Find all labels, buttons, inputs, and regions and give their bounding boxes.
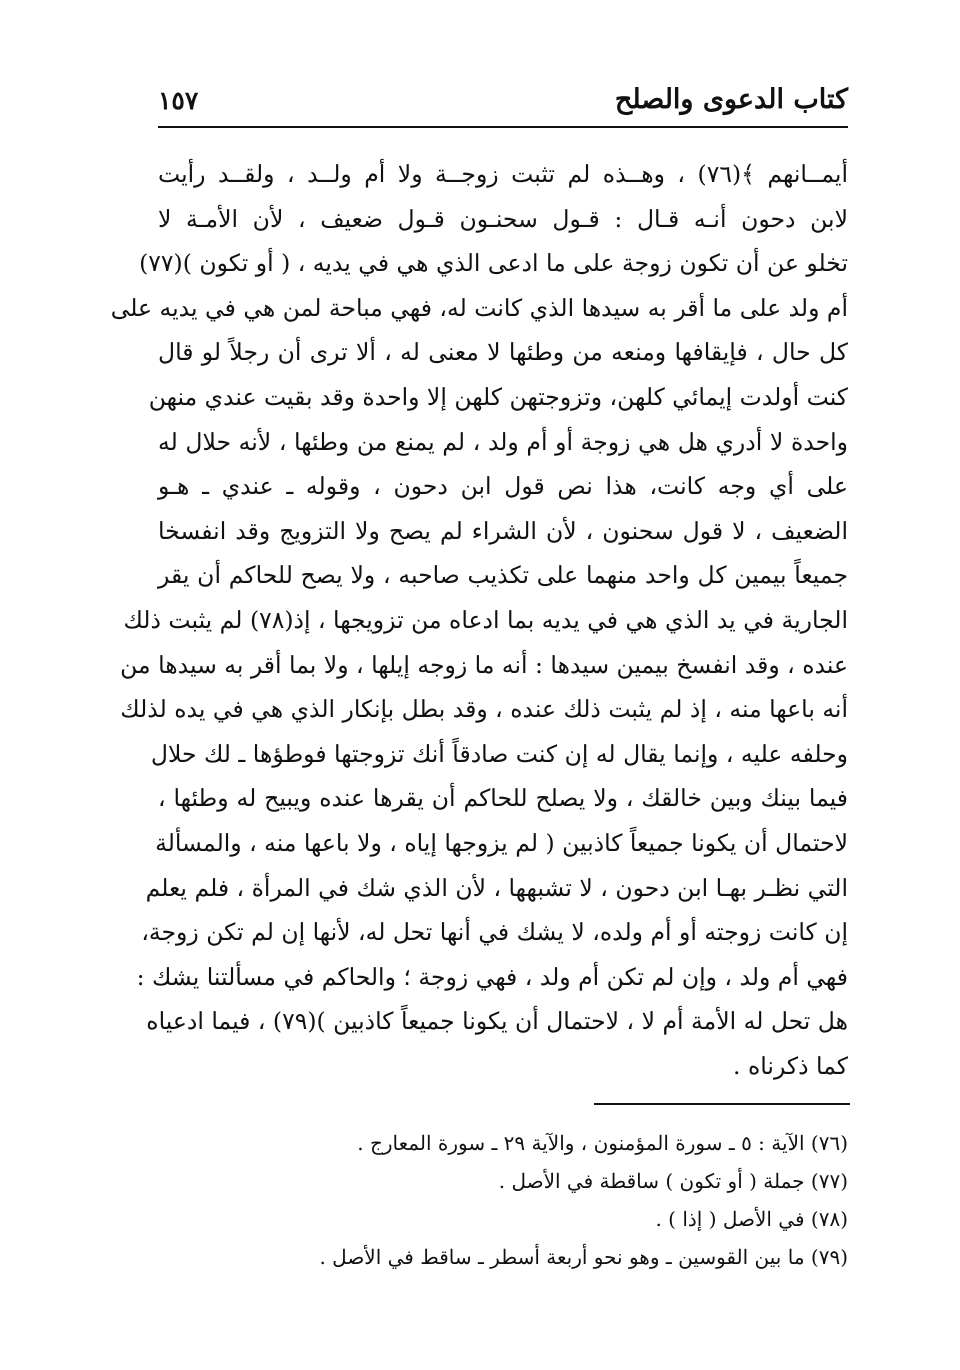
- text-line: أم ولد على ما أقر به سيدها الذي كانت له، فهي مباحة لمن هي في يديه على: [110, 293, 848, 322]
- text-line: التي نظـر بهـا ابن دحون ، لا تشبهها ، لأن الذي شك في المرأة ، فلم يعلم: [145, 873, 848, 902]
- text-line: وحلفه عليه ، وإنما يقال له إن كنت صادقاً أنك تزوجتها فوطؤها ـ لك حلال: [150, 739, 848, 768]
- text-line: واحدة لا أدري هل هي زوجة أو أم ولد ، لم يمنع من وطئها ، لأنه حلال له: [158, 427, 848, 456]
- text-line: لابن دحون أنـه قـال : قـول سحنـون قـول ضعيف ، لأن الأمـة لا: [158, 204, 848, 233]
- main-text: [110, 152, 848, 1088]
- text-line: الجارية في يد الذي هي في يديه بما ادعاه من تزويجها ، إذ(٧٨) لم يثبت ذلك: [123, 605, 848, 634]
- text-line: كما ذكرناه .: [733, 1051, 848, 1080]
- text-line: فهي أم ولد ، وإن لم تكن أم ولد ، فهي زوجة ؛ والحاكم في مسألتنا يشك :: [136, 962, 848, 991]
- text-line: أيمــانهم ﴾(٧٦) ، وهــذه لم تثبت زوجــة ولا أم ولــد ، ولقــد رأيت: [158, 160, 848, 188]
- text-line: هل تحل له الأمة أم لا ، لاحتمال أن يكونا جميعاً كاذبين )(٧٩) ، فيما ادعياه: [146, 1007, 848, 1036]
- text-line: كل حال ، فإيقافها ومنعه من وطئها لا معنى له ، ألا ترى أن رجلاً لو قال: [158, 338, 848, 367]
- footnote-78: (٧٨) في الأصل ( إذا ) .: [655, 1207, 848, 1231]
- text-line: تخلو عن أن تكون زوجة على ما ادعى الذي هي في يديه ، ( أو تكون )(٧٧): [139, 249, 848, 278]
- text-line: الضعيف ، لا قول سحنون ، لأن الشراء لم يصح ولا التزويج وقد انفسخا: [158, 516, 848, 545]
- footnote-divider: [594, 1103, 850, 1105]
- page-number: ١٥٧: [158, 86, 199, 115]
- footnotes: [158, 1124, 848, 1276]
- text-line: جميعاً بيمين كل واحد منهما على تكذيب صاحبه ، ولا يصح للحاكم أن يقر: [158, 561, 848, 590]
- header-divider: [158, 126, 848, 128]
- footnote-77: (٧٧) جملة ( أو تكون ) ساقطة في الأصل .: [498, 1169, 848, 1193]
- text-line: إن كانت زوجته أو أم ولده، لا يشك في أنها تحل له، لأنها إن لم تكن زوجة،: [141, 918, 848, 947]
- text-line: عنده ، وقد انفسخ بيمين سيدها : أنه ما زوجه إيلها ، ولا بما أقر به سيدها من: [120, 650, 848, 679]
- text-line: كنت أولدت إيمائي كلهن، وتزوجتهن كلهن إلا واحدة وقد بقيت عندي منهن: [148, 382, 848, 411]
- footnote-79: (٧٩) ما بين القوسين ـ وهو نحو أربعة أسطر ـ ساقط في الأصل .: [319, 1245, 848, 1269]
- book-title: كتاب الدعوى والصلح: [614, 84, 848, 115]
- running-header: [158, 78, 848, 126]
- text-line: فيما بينك وبين خالقك ، ولا يصلح للحاكم أن يقرها عنده ويبيح له وطئها ،: [158, 784, 848, 813]
- text-line: لاحتمال أن يكونا جميعاً كاذبين ( لم يزوجها إياه ، ولا باعها منه ، والمسألة: [155, 828, 848, 857]
- text-line: على أي وجه كانت، هذا نص قول ابن دحون ، وقوله ـ عندي ـ هـو: [158, 472, 848, 501]
- text-line: أنه باعها منه ، إذ لم يثبت ذلك عنده ، وقد بطل بإنكار الذي هي في يده لذلك: [120, 695, 848, 724]
- footnote-76: (٧٦) الآية : ٥ ـ سورة المؤمنون ، والآية ٢٩ ـ سورة المعارج .: [357, 1131, 848, 1155]
